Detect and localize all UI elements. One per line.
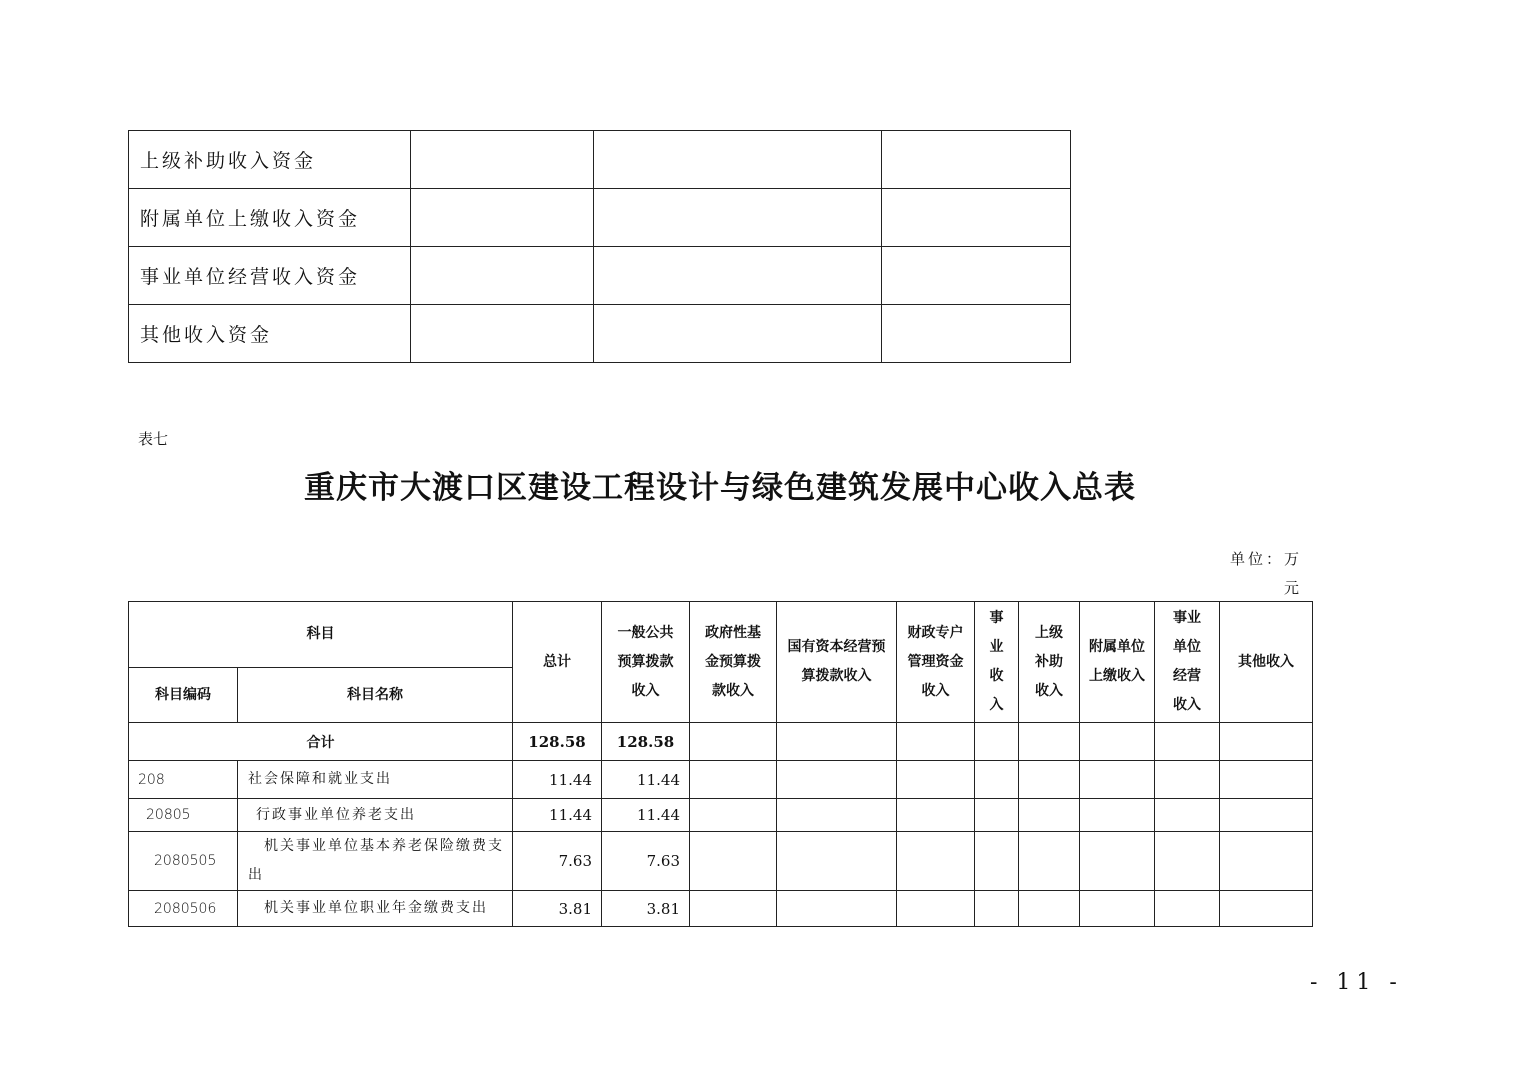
empty-cell — [1019, 891, 1080, 927]
total-row — [129, 723, 1313, 761]
table-row — [129, 189, 1071, 247]
header-state-capital: 国有资本经营预算拨款收入 — [777, 602, 897, 723]
general-budget-value: 7.63 — [602, 832, 690, 891]
general-budget-value: 3.81 — [602, 891, 690, 927]
empty-cell — [897, 723, 975, 761]
empty-cell — [690, 832, 777, 891]
empty-cell — [882, 189, 1071, 247]
table-row — [129, 131, 1071, 189]
header-operating: 事业单位经营收入 — [1155, 602, 1220, 723]
subject-code: 20805 — [129, 799, 238, 832]
empty-cell — [1080, 799, 1155, 832]
empty-cell — [1080, 723, 1155, 761]
empty-cell — [1019, 723, 1080, 761]
empty-cell — [1019, 832, 1080, 891]
empty-cell — [1155, 799, 1220, 832]
header-superior-subsidy: 上级补助收入 — [1019, 602, 1080, 723]
empty-cell — [411, 247, 594, 305]
empty-cell — [411, 305, 594, 363]
unit-label: 单位：万元 — [1229, 550, 1302, 597]
empty-cell — [777, 761, 897, 799]
subject-name: 机关事业单位基本养老保险缴费支出 — [238, 832, 513, 891]
empty-cell — [1220, 832, 1313, 891]
empty-cell — [690, 799, 777, 832]
table-row — [129, 247, 1071, 305]
total-label: 合计 — [129, 723, 513, 761]
header-gov-fund: 政府性基金预算拨款收入 — [690, 602, 777, 723]
top-income-table — [128, 130, 1071, 363]
empty-cell — [882, 247, 1071, 305]
header-total: 总计 — [513, 602, 602, 723]
empty-cell — [777, 799, 897, 832]
subject-name: 社会保障和就业支出 — [238, 761, 513, 799]
empty-cell — [897, 832, 975, 891]
empty-cell — [882, 131, 1071, 189]
header-general-budget: 一般公共预算拨款收入 — [602, 602, 690, 723]
table-number: 表七 — [138, 430, 169, 448]
empty-cell — [594, 131, 882, 189]
empty-cell — [1155, 832, 1220, 891]
empty-cell — [777, 891, 897, 927]
general-budget-value: 11.44 — [602, 761, 690, 799]
header-other: 其他收入 — [1220, 602, 1313, 723]
general-budget-value: 11.44 — [602, 799, 690, 832]
total-value: 11.44 — [513, 761, 602, 799]
income-summary-table — [128, 601, 1313, 927]
empty-cell — [975, 761, 1019, 799]
empty-cell — [411, 189, 594, 247]
header-affiliate: 附属单位上缴收入 — [1080, 602, 1155, 723]
empty-cell — [690, 761, 777, 799]
table-row — [129, 761, 1313, 799]
row-label: 其他收入资金 — [129, 305, 411, 363]
empty-cell — [690, 723, 777, 761]
empty-cell — [594, 189, 882, 247]
header-subject-code: 科目编码 — [129, 668, 238, 723]
subject-name: 行政事业单位养老支出 — [238, 799, 513, 832]
subject-code: 208 — [129, 761, 238, 799]
row-label: 附属单位上缴收入资金 — [129, 189, 411, 247]
empty-cell — [1220, 799, 1313, 832]
table-row — [129, 832, 1313, 891]
empty-cell — [594, 247, 882, 305]
empty-cell — [777, 832, 897, 891]
empty-cell — [975, 891, 1019, 927]
subject-name: 机关事业单位职业年金缴费支出 — [238, 891, 513, 927]
empty-cell — [1220, 723, 1313, 761]
empty-cell — [1155, 891, 1220, 927]
page-number: - 11 - — [1310, 970, 1403, 995]
empty-cell — [897, 761, 975, 799]
header-fiscal-special: 财政专户管理资金收入 — [897, 602, 975, 723]
total-value: 11.44 — [513, 799, 602, 832]
total-value: 3.81 — [513, 891, 602, 927]
empty-cell — [1220, 891, 1313, 927]
empty-cell — [897, 891, 975, 927]
empty-cell — [690, 891, 777, 927]
table-row — [129, 799, 1313, 832]
empty-cell — [975, 799, 1019, 832]
empty-cell — [777, 723, 897, 761]
general-budget-value: 128.58 — [602, 723, 690, 761]
empty-cell — [975, 832, 1019, 891]
empty-cell — [1080, 832, 1155, 891]
empty-cell — [411, 131, 594, 189]
empty-cell — [1019, 761, 1080, 799]
empty-cell — [1019, 799, 1080, 832]
header-row — [129, 602, 1313, 668]
total-value: 7.63 — [513, 832, 602, 891]
subject-code: 2080505 — [129, 832, 238, 891]
header-business: 事业收入 — [975, 602, 1019, 723]
empty-cell — [975, 723, 1019, 761]
empty-cell — [1220, 761, 1313, 799]
header-subject-name: 科目名称 — [238, 668, 513, 723]
header-subject: 科目 — [129, 602, 513, 668]
table-row — [129, 305, 1071, 363]
table-row — [129, 891, 1313, 927]
total-value: 128.58 — [513, 723, 602, 761]
row-label: 上级补助收入资金 — [129, 131, 411, 189]
subject-code: 2080506 — [129, 891, 238, 927]
empty-cell — [1080, 761, 1155, 799]
empty-cell — [594, 305, 882, 363]
empty-cell — [882, 305, 1071, 363]
empty-cell — [1080, 891, 1155, 927]
page-title: 重庆市大渡口区建设工程设计与绿色建筑发展中心收入总表 — [304, 470, 1136, 506]
row-label: 事业单位经营收入资金 — [129, 247, 411, 305]
empty-cell — [1155, 723, 1220, 761]
empty-cell — [897, 799, 975, 832]
empty-cell — [1155, 761, 1220, 799]
